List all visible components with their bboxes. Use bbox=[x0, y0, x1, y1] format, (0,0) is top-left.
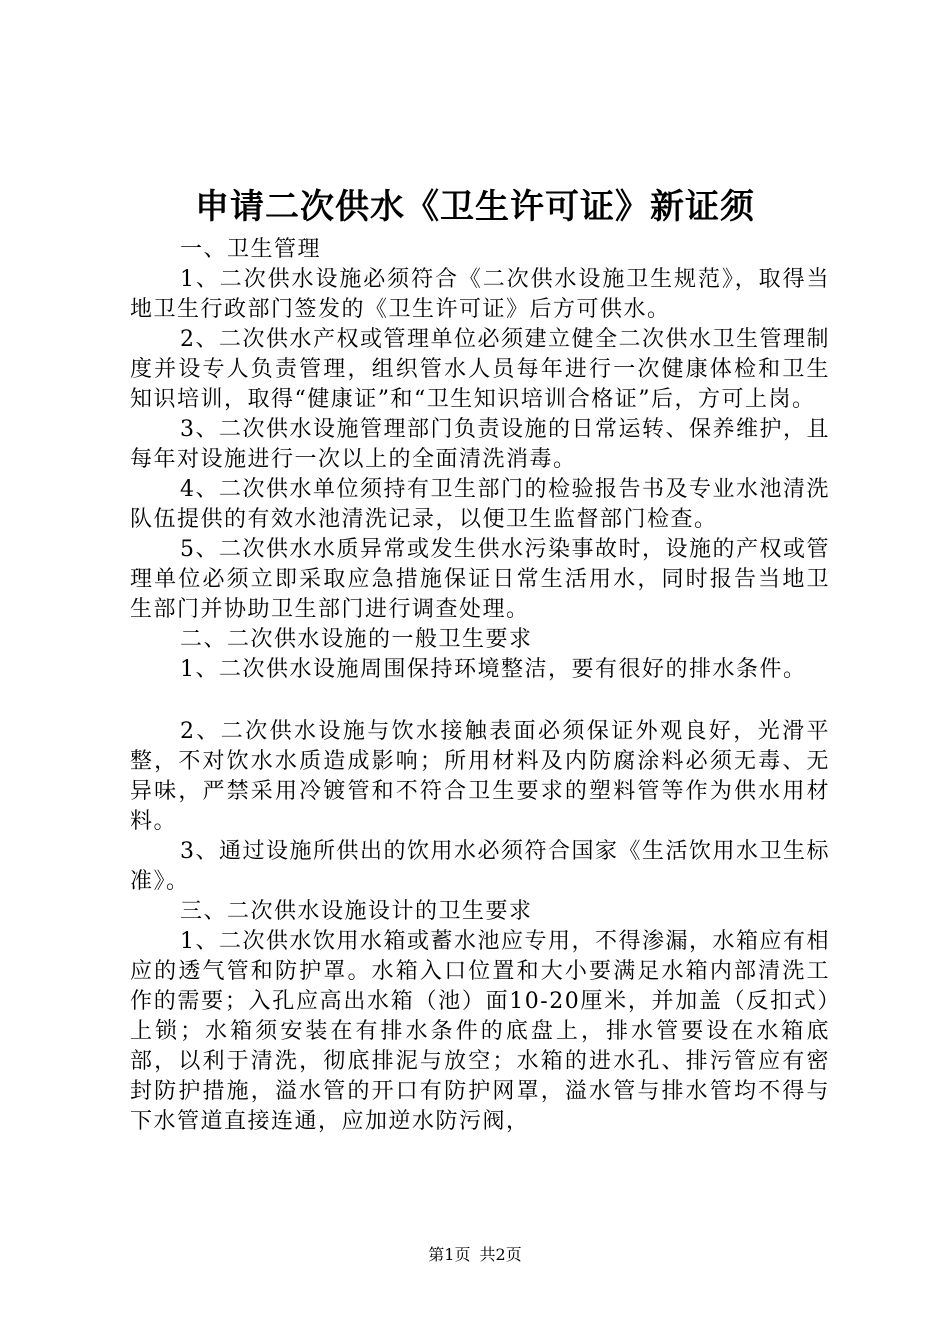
paragraph: 3、通过设施所供出的饮用水必须符合国家《生活饮用水卫生标准》。 bbox=[130, 839, 830, 894]
section-heading: 一、卫生管理 bbox=[180, 237, 322, 262]
section-heading: 三、二次供水设施设计的卫生要求 bbox=[180, 899, 533, 924]
page-title: 申请二次供水《卫生许可证》新证须 bbox=[195, 187, 755, 227]
paragraph: 1、二次供水设施必须符合《二次供水设施卫生规范》，取得当地卫生行政部门签发的《卫生许可证》后方可供水。 bbox=[130, 267, 830, 322]
section-heading: 二、二次供水设施的一般卫生要求 bbox=[180, 627, 533, 652]
page-footer bbox=[0, 1244, 950, 1266]
paragraph: 1、二次供水饮用水箱或蓄水池应专用，不得渗漏，水箱应有相应的透气管和防护罩。水箱入口位置和大小要满足水箱内部清洗工作的需要；入孔应高出水箱（池）面10-20厘米，并加盖（反扣式）上锁；水箱须安装在有排水条件的底盘上，排水管要设在水箱底部，以利于清洗，彻底排泥与放空；水箱的进水孔、排污管应有密封防护措施，溢水管的开口有防护网罩，溢水管与排水管均不得与下水管道直接连通，应加逆水防污阀， bbox=[130, 929, 830, 1134]
document-body bbox=[130, 235, 830, 1137]
paragraph: 2、二次供水产权或管理单位必须建立健全二次供水卫生管理制度并设专人负责管理，组织管水人员每年进行一次健康体检和卫生知识培训，取得“健康证”和“卫生知识培训合格证”后，方可上岗。 bbox=[130, 327, 830, 412]
paragraph: 1、二次供水设施周围保持环境整洁，要有很好的排水条件。 bbox=[180, 657, 807, 682]
page-number: 第1页 bbox=[428, 1245, 471, 1264]
paragraph: 5、二次供水水质异常或发生供水污染事故时，设施的产权或管理单位必须立即采取应急措施保证日常生活用水，同时报告当地卫生部门并协助卫生部门进行调查处理。 bbox=[130, 537, 830, 622]
paragraph: 4、二次供水单位须持有卫生部门的检验报告书及专业水池清洗队伍提供的有效水池清洗记录，以便卫生监督部门检查。 bbox=[130, 477, 830, 532]
paragraph: 3、二次供水设施管理部门负责设施的日常运转、保养维护，且每年对设施进行一次以上的全面清洗消毒。 bbox=[130, 417, 830, 472]
page-total: 共2页 bbox=[479, 1245, 522, 1264]
paragraph: 2、二次供水设施与饮水接触表面必须保证外观良好，光滑平整，不对饮水水质造成影响；所用材料及内防腐涂料必须无毒、无异味，严禁采用冷镀管和不符合卫生要求的塑料管等作为供水用材料。 bbox=[130, 719, 830, 834]
